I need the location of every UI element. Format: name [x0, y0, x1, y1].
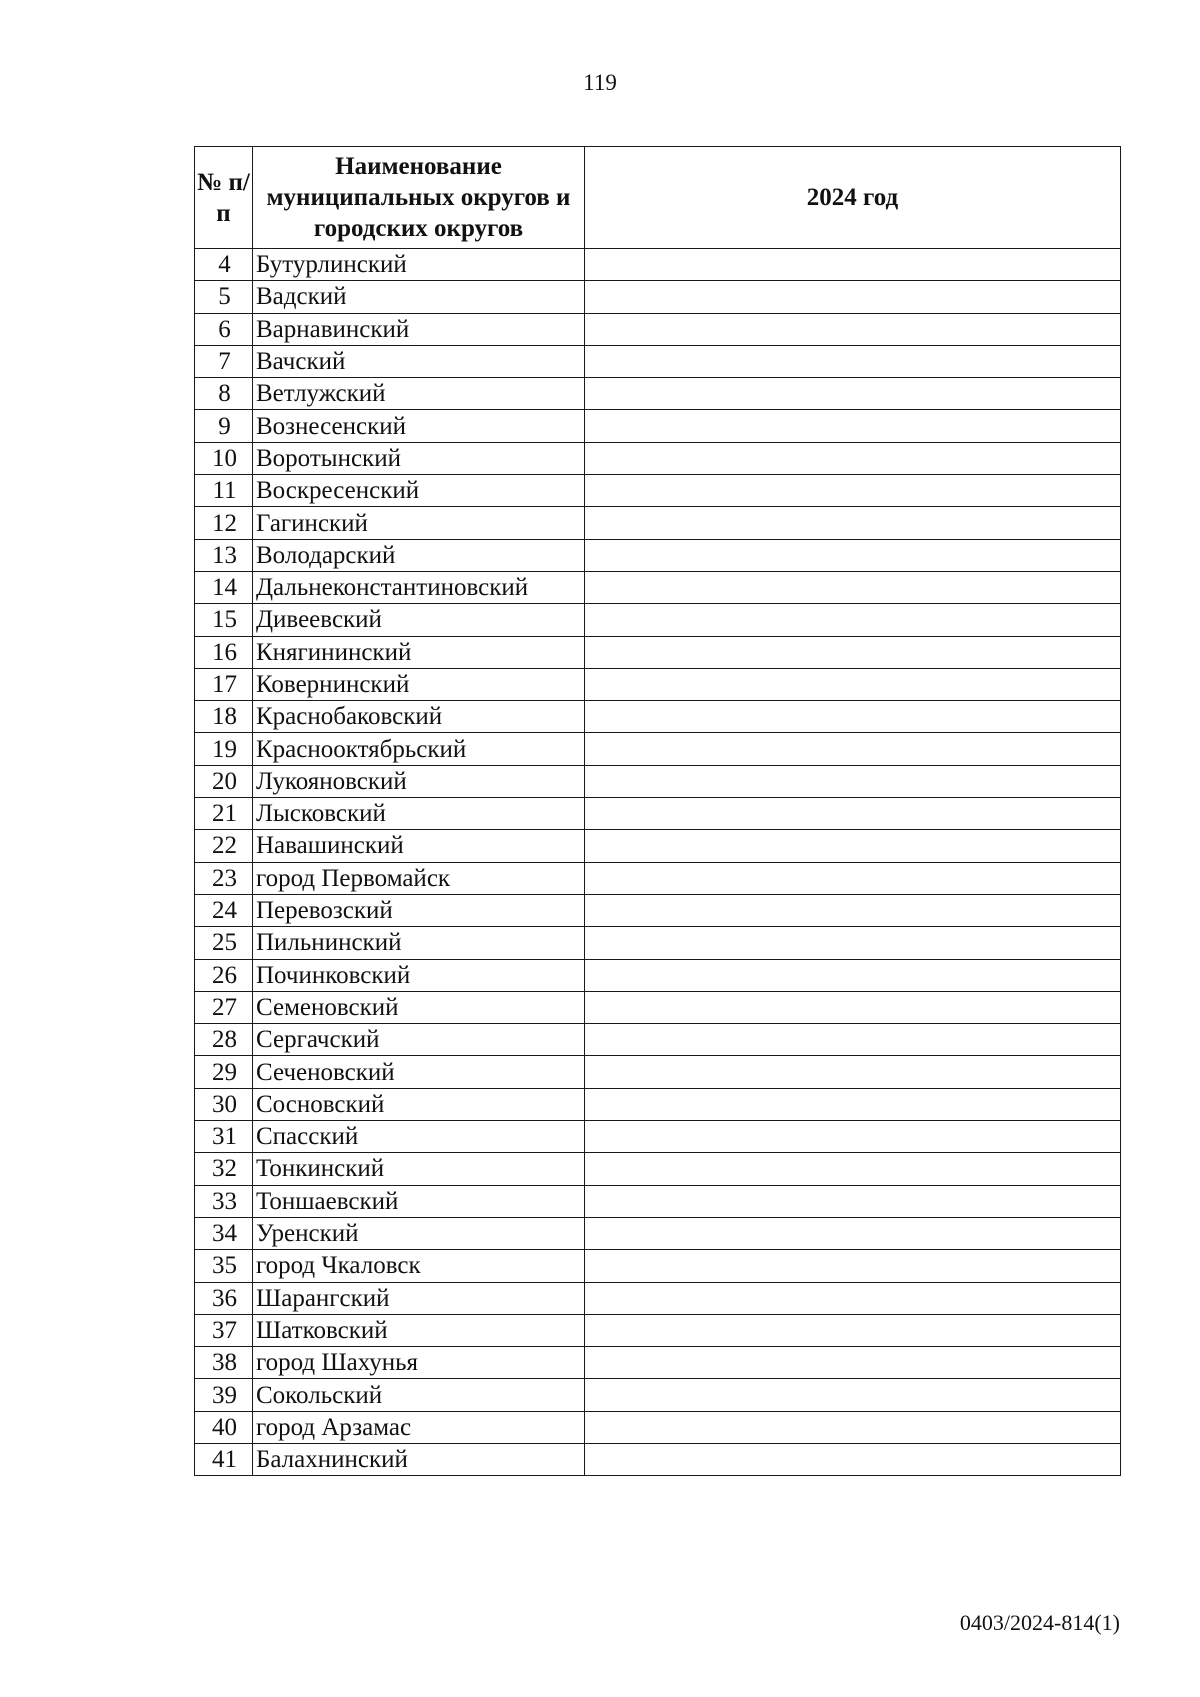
table-row [195, 862, 1121, 894]
row-year-value [585, 668, 1121, 700]
row-number: 6 [195, 313, 253, 345]
row-district-name: Балахнинский [253, 1443, 585, 1475]
row-year-value [585, 313, 1121, 345]
row-district-name: Варнавинский [253, 313, 585, 345]
row-number: 37 [195, 1314, 253, 1346]
row-year-value [585, 507, 1121, 539]
row-number: 31 [195, 1121, 253, 1153]
row-year-value [585, 410, 1121, 442]
row-number: 41 [195, 1443, 253, 1475]
row-district-name: Вознесенский [253, 410, 585, 442]
row-number: 8 [195, 378, 253, 410]
row-number: 13 [195, 539, 253, 571]
row-district-name: Починковский [253, 959, 585, 991]
row-year-value [585, 1347, 1121, 1379]
row-number: 9 [195, 410, 253, 442]
row-year-value [585, 1153, 1121, 1185]
table-row [195, 1121, 1121, 1153]
row-number: 7 [195, 345, 253, 377]
table-body [195, 249, 1121, 1476]
row-year-value [585, 345, 1121, 377]
table-row [195, 1282, 1121, 1314]
row-district-name: Сеченовский [253, 1056, 585, 1088]
row-year-value [585, 991, 1121, 1023]
row-year-value [585, 1314, 1121, 1346]
row-district-name: Бутурлинский [253, 249, 585, 281]
row-year-value [585, 1056, 1121, 1088]
table-row [195, 1314, 1121, 1346]
row-number: 30 [195, 1088, 253, 1120]
row-year-value [585, 1443, 1121, 1475]
row-district-name: Семеновский [253, 991, 585, 1023]
row-year-value [585, 862, 1121, 894]
row-district-name: Сосновский [253, 1088, 585, 1120]
row-number: 17 [195, 668, 253, 700]
row-number: 24 [195, 894, 253, 926]
row-year-value [585, 636, 1121, 668]
table-row [195, 507, 1121, 539]
row-number: 40 [195, 1411, 253, 1443]
row-number: 33 [195, 1185, 253, 1217]
row-year-value [585, 249, 1121, 281]
row-district-name: Ковернинский [253, 668, 585, 700]
row-year-value [585, 1185, 1121, 1217]
row-district-name: Володарский [253, 539, 585, 571]
table-row [195, 475, 1121, 507]
table-row [195, 1153, 1121, 1185]
row-district-name: город Арзамас [253, 1411, 585, 1443]
table-row [195, 1347, 1121, 1379]
row-number: 32 [195, 1153, 253, 1185]
row-number: 15 [195, 604, 253, 636]
row-district-name: Шатковский [253, 1314, 585, 1346]
row-year-value [585, 378, 1121, 410]
header-year: 2024 год [585, 147, 1121, 249]
row-number: 23 [195, 862, 253, 894]
row-district-name: Дальнеконстантиновский [253, 571, 585, 603]
row-number: 21 [195, 798, 253, 830]
table-header [195, 147, 1121, 249]
row-district-name: город Шахунья [253, 1347, 585, 1379]
row-year-value [585, 1282, 1121, 1314]
table-row [195, 1185, 1121, 1217]
row-number: 25 [195, 927, 253, 959]
header-row [195, 147, 1121, 249]
row-number: 36 [195, 1282, 253, 1314]
table-row [195, 991, 1121, 1023]
row-year-value [585, 1250, 1121, 1282]
row-district-name: Лысковский [253, 798, 585, 830]
row-district-name: город Чкаловск [253, 1250, 585, 1282]
row-year-value [585, 1379, 1121, 1411]
row-district-name: Воротынский [253, 442, 585, 474]
row-number: 11 [195, 475, 253, 507]
districts-table [194, 146, 1121, 1476]
table-row [195, 798, 1121, 830]
table-row [195, 830, 1121, 862]
row-district-name: Сергачский [253, 1024, 585, 1056]
row-year-value [585, 894, 1121, 926]
row-year-value [585, 927, 1121, 959]
table-row [195, 410, 1121, 442]
page-number: 119 [583, 70, 617, 95]
table-row [195, 345, 1121, 377]
table-row [195, 1217, 1121, 1249]
row-number: 5 [195, 281, 253, 313]
row-number: 19 [195, 733, 253, 765]
header-name: Наименование муниципальных округов и городских округов [253, 147, 585, 249]
row-year-value [585, 733, 1121, 765]
table-row [195, 249, 1121, 281]
table-row [195, 668, 1121, 700]
row-year-value [585, 475, 1121, 507]
table-row [195, 1443, 1121, 1475]
row-district-name: город Первомайск [253, 862, 585, 894]
row-district-name: Тонкинский [253, 1153, 585, 1185]
row-district-name: Навашинский [253, 830, 585, 862]
table-row [195, 1379, 1121, 1411]
row-number: 34 [195, 1217, 253, 1249]
row-number: 29 [195, 1056, 253, 1088]
row-district-name: Княгининский [253, 636, 585, 668]
row-number: 18 [195, 701, 253, 733]
row-year-value [585, 1217, 1121, 1249]
row-district-name: Вачский [253, 345, 585, 377]
row-number: 12 [195, 507, 253, 539]
row-district-name: Пильнинский [253, 927, 585, 959]
row-year-value [585, 571, 1121, 603]
row-number: 22 [195, 830, 253, 862]
table-row [195, 636, 1121, 668]
row-district-name: Гагинский [253, 507, 585, 539]
row-number: 26 [195, 959, 253, 991]
row-number: 4 [195, 249, 253, 281]
table-row [195, 1411, 1121, 1443]
table-row [195, 378, 1121, 410]
row-year-value [585, 798, 1121, 830]
row-year-value [585, 959, 1121, 991]
row-district-name: Уренский [253, 1217, 585, 1249]
row-district-name: Сокольский [253, 1379, 585, 1411]
row-district-name: Спасский [253, 1121, 585, 1153]
row-district-name: Воскресенский [253, 475, 585, 507]
table-row [195, 1088, 1121, 1120]
row-district-name: Тоншаевский [253, 1185, 585, 1217]
table-row [195, 765, 1121, 797]
table-row [195, 959, 1121, 991]
table-row [195, 1024, 1121, 1056]
table-row [195, 1056, 1121, 1088]
row-district-name: Краснобаковский [253, 701, 585, 733]
row-number: 16 [195, 636, 253, 668]
table-row [195, 701, 1121, 733]
table-row [195, 313, 1121, 345]
row-number: 14 [195, 571, 253, 603]
row-district-name: Краснооктябрьский [253, 733, 585, 765]
row-number: 27 [195, 991, 253, 1023]
table-row [195, 604, 1121, 636]
row-district-name: Вадский [253, 281, 585, 313]
table-row [195, 539, 1121, 571]
table-row [195, 281, 1121, 313]
document-code: 0403/2024-814(1) [959, 1610, 1120, 1635]
table-row [195, 1250, 1121, 1282]
header-number: № п/п [195, 147, 253, 249]
row-year-value [585, 1088, 1121, 1120]
row-year-value [585, 830, 1121, 862]
row-district-name: Шарангский [253, 1282, 585, 1314]
row-year-value [585, 604, 1121, 636]
row-district-name: Перевозский [253, 894, 585, 926]
row-district-name: Дивеевский [253, 604, 585, 636]
table-row [195, 571, 1121, 603]
row-number: 28 [195, 1024, 253, 1056]
row-district-name: Ветлужский [253, 378, 585, 410]
row-number: 20 [195, 765, 253, 797]
row-number: 35 [195, 1250, 253, 1282]
row-district-name: Лукояновский [253, 765, 585, 797]
row-number: 10 [195, 442, 253, 474]
table-row [195, 733, 1121, 765]
row-year-value [585, 1411, 1121, 1443]
row-year-value [585, 1121, 1121, 1153]
row-number: 38 [195, 1347, 253, 1379]
row-year-value [585, 442, 1121, 474]
row-year-value [585, 539, 1121, 571]
table-row [195, 927, 1121, 959]
row-year-value [585, 1024, 1121, 1056]
row-year-value [585, 281, 1121, 313]
row-year-value [585, 765, 1121, 797]
table-row [195, 894, 1121, 926]
row-number: 39 [195, 1379, 253, 1411]
table-row [195, 442, 1121, 474]
row-year-value [585, 701, 1121, 733]
